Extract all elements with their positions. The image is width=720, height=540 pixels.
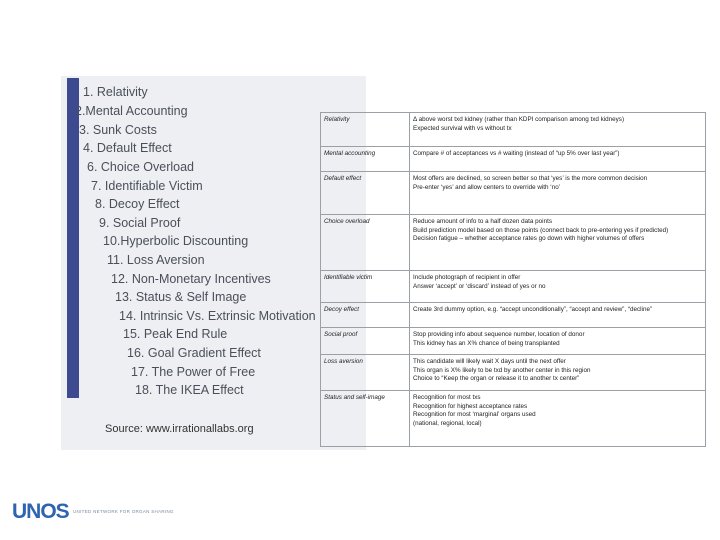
logo-tagline: UNITED NETWORK FOR ORGAN SHARING: [73, 509, 174, 514]
bias-application-table: [320, 112, 706, 447]
bias-item: 6. Choice Overload: [87, 160, 195, 174]
application-line: Recognition for highest acceptance rates: [413, 402, 528, 410]
bias-item: 1. Relativity: [83, 85, 148, 99]
unos-logo: [12, 498, 212, 528]
application-line: Recognition for most ‘marginal’ organs used: [413, 411, 536, 419]
table-row: [321, 172, 706, 215]
application-cell: [410, 215, 706, 271]
bias-term-cell: Default effect: [321, 172, 410, 215]
bias-item: 15. Peak End Rule: [123, 327, 228, 341]
application-line: This candidate will likely wait X days until the next offer: [413, 358, 566, 365]
application-cell: [410, 355, 706, 391]
application-cell: [410, 303, 706, 328]
application-line: Δ above worst txd kidney (rather than KDPI comparison among txd kidneys): [413, 116, 625, 123]
table-row: [321, 271, 706, 303]
application-line: Choice to “Keep the organ or release it to another tx center”: [413, 375, 580, 383]
bias-item: 14. Intrinsic Vs. Extrinsic Motivation: [119, 309, 316, 323]
application-line: Reduce amount of info to a half dozen data points: [413, 218, 552, 225]
application-cell: [410, 271, 706, 303]
application-line: Recognition for most txs: [413, 394, 481, 401]
bias-term-cell: Choice overload: [321, 215, 410, 271]
bias-item: 18. The IKEA Effect: [135, 383, 244, 397]
application-cell: [410, 172, 706, 215]
logo-mark: UNOS: [12, 500, 69, 523]
application-cell: [410, 391, 706, 447]
application-line: Include photograph of recipient in offer: [413, 274, 521, 281]
bias-item: 16. Goal Gradient Effect: [127, 346, 261, 360]
table-row: [321, 113, 706, 147]
bias-item: 4. Default Effect: [83, 141, 172, 155]
application-line: Build prediction model based on those points (connect back to pre-entering yes if predicted): [413, 226, 669, 234]
bias-item: 7. Identifiable Victim: [91, 179, 203, 193]
application-line: Decision fatigue – whether acceptance rates go down with higher volumes of offers: [413, 235, 645, 243]
bias-term-cell: Status and self-image: [321, 391, 410, 447]
application-line: This kidney has an X% chance of being transplanted: [413, 339, 560, 347]
bias-item: 9. Social Proof: [99, 216, 181, 230]
table-row: [321, 391, 706, 447]
application-line: This organ is X% likely to be txd by another center in this region: [413, 366, 591, 374]
application-line: Most offers are declined, so screen better so that ‘yes’ is the more common decision: [413, 175, 648, 182]
application-cell: [410, 328, 706, 355]
application-cell: [410, 147, 706, 172]
bias-item: 3. Sunk Costs: [79, 123, 157, 137]
application-line: Compare # of acceptances vs # waiting (instead of “up 5% over last year”): [413, 150, 620, 157]
bias-item: 10.Hyperbolic Discounting: [103, 234, 249, 248]
source-citation: Source: www.irrationallabs.org: [105, 423, 254, 435]
bias-item: 11. Loss Aversion: [107, 253, 205, 267]
bias-term-cell: Loss aversion: [321, 355, 410, 391]
application-line: Expected survival with vs without tx: [413, 124, 512, 132]
application-line: Stop providing info about sequence number, location of donor: [413, 331, 585, 338]
application-cell: [410, 113, 706, 147]
table-row: [321, 328, 706, 355]
bias-item: 12. Non-Monetary Incentives: [111, 272, 271, 286]
bias-term-cell: Mental accounting: [321, 147, 410, 172]
application-line: Answer ‘accept’ or ‘discard’ instead of yes or no: [413, 282, 546, 290]
application-line: Pre-enter ‘yes’ and allow centers to override with ‘no’: [413, 183, 561, 191]
table-row: [321, 303, 706, 328]
bias-item: 2.Mental Accounting: [75, 104, 188, 118]
bias-item: 13. Status & Self Image: [115, 290, 247, 304]
bias-term-cell: Relativity: [321, 113, 410, 147]
bias-item: 8. Decoy Effect: [95, 197, 180, 211]
bias-term-cell: Decoy effect: [321, 303, 410, 328]
table-row: [321, 215, 706, 271]
application-line: Create 3rd dummy option, e.g. “accept unconditionally”, “accept and review”, “decline”: [413, 306, 653, 313]
bias-term-cell: Identifiable victim: [321, 271, 410, 303]
table-row: [321, 355, 706, 391]
application-line: (national, regional, local): [413, 419, 482, 427]
bias-term-cell: Social proof: [321, 328, 410, 355]
table-row: [321, 147, 706, 172]
bias-item: 17. The Power of Free: [131, 365, 256, 379]
